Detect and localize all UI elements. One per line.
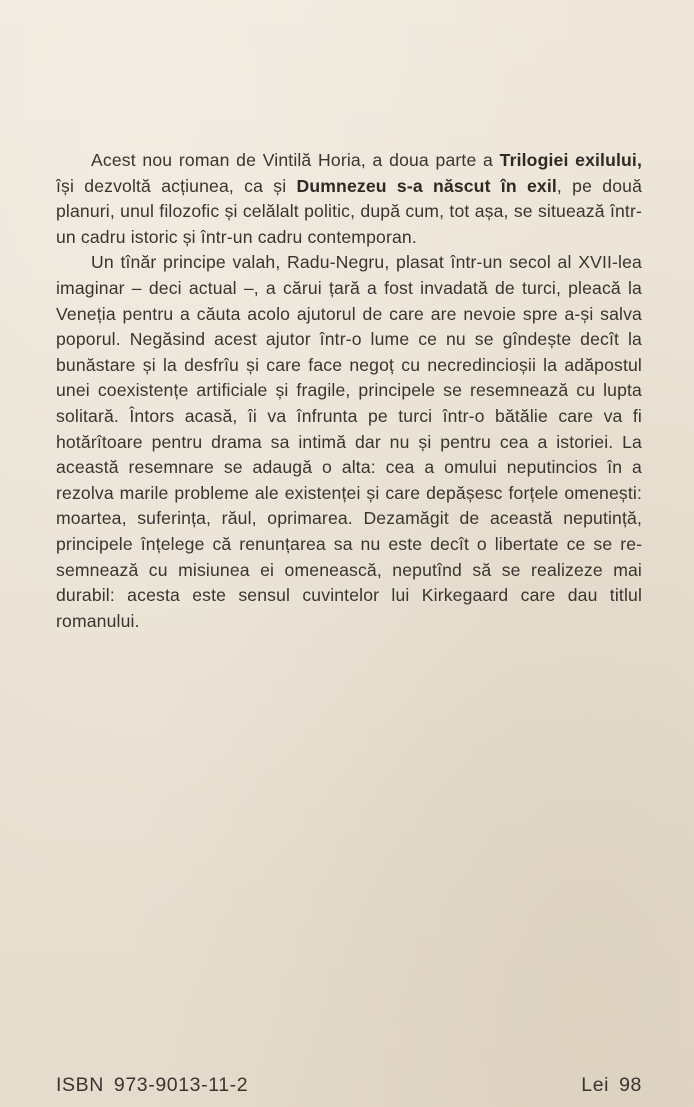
description-paragraph-1 bbox=[56, 148, 642, 250]
price-label: Lei bbox=[581, 1074, 610, 1096]
isbn-label: ISBN bbox=[56, 1074, 104, 1096]
price-line bbox=[581, 1074, 642, 1097]
isbn-line bbox=[56, 1074, 248, 1097]
text-run: Acest nou roman de Vintilă Horia, a doua parte a bbox=[91, 150, 500, 170]
text-run: își dezvoltă acțiunea, ca și bbox=[56, 175, 297, 196]
book-description bbox=[56, 148, 642, 634]
description-paragraph-2: Un tînăr principe valah, Radu-Negru, plasat într-un secol al XVII-lea imaginar – deci actual –, a cărui țară a fost invadată de turci, pleacă la Veneția pentru a căuta acolo ajutorul de care are nevoie spre a-și salva poporul. Negăsind acest ajutor într-o lume ce nu se gîndește decît la bunăstare și la desfrîu și care face negoț cu necredincioșii la adăpostul unei coexistențe artificiale și fragile, principele se resemnează cu lupta solitară. Întors acasă, îi va înfrunta pe turci într-o bătălie care va fi hotărîtoare pentru drama sa intimă dar nu și pentru cea a istoriei. La această resemnare se adaugă o alta: cea a omului neputincios în a rezolva marile probleme ale existenței și care depășesc forțele omenești: moartea, suferința, răul, oprimarea. Dezamăgit de această neputință, principele înțelege că renunțarea sa nu este decît o libertate ce se resemnează cu misiunea ei omenească, neputînd să se realizeze mai durabil: acesta este sensul cuvintelor lui Kirkegaard care dau titlul romanului. bbox=[56, 252, 642, 631]
referenced-book-title: Dumnezeu s-a născut în exil bbox=[296, 175, 557, 196]
price-value: 98 bbox=[619, 1074, 642, 1096]
isbn-number: 973-9013-11-2 bbox=[113, 1074, 249, 1096]
trilogy-title: Trilogiei exilului, bbox=[499, 150, 642, 170]
text-run: , pe două planuri, unul filozofic și celălalt politic, după cum, tot așa, se situează într-un cadru istoric și într-un cadru contemporan. bbox=[56, 175, 643, 247]
